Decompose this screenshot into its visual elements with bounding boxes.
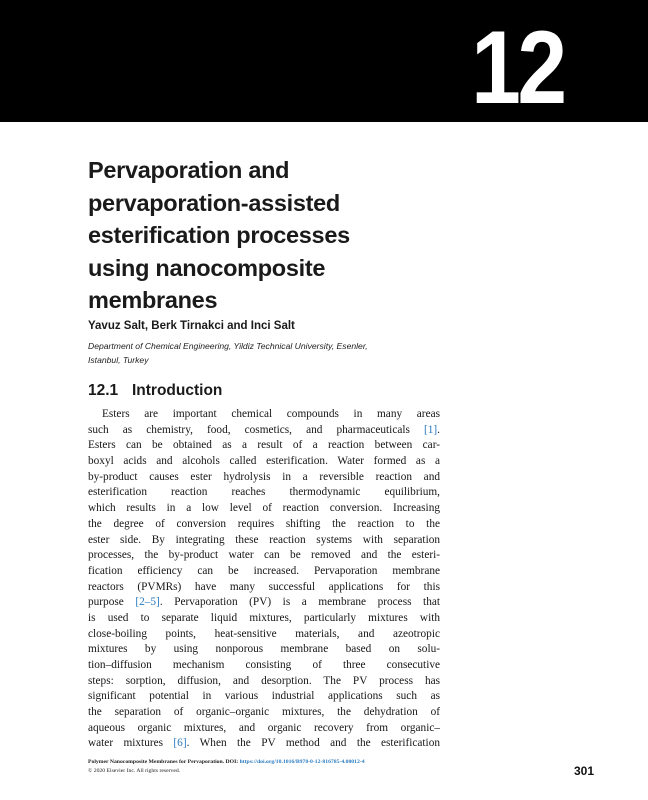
page-footer xyxy=(88,758,518,776)
body-text-segment: fication efficiency can be increased. Pervaporation membrane xyxy=(88,564,440,577)
body-line xyxy=(88,721,440,737)
chapter-title xyxy=(88,154,448,317)
body-line xyxy=(88,454,440,470)
body-text-segment: tion–diffusion mechanism consisting of three consecutive xyxy=(88,659,440,671)
title-line: membranes xyxy=(88,287,218,313)
body-text-segment: the degree of conversion requires shifting the reaction to the xyxy=(88,517,440,530)
body-text-segment: purpose xyxy=(88,596,136,609)
body-line xyxy=(88,642,440,658)
affiliation-line: Istanbul, Turkey xyxy=(88,355,149,365)
footer-doi-label: DOI: xyxy=(224,759,240,765)
body-line xyxy=(88,564,440,580)
body-text-segment: reactors (PVMRs) have many successful applications for this xyxy=(88,580,440,593)
body-text-segment: by-product causes ester hydrolysis in a reversible reaction and xyxy=(88,470,440,483)
body-line xyxy=(88,470,440,486)
body-text-segment: . When the PV method and the esterification xyxy=(186,737,440,750)
body-text-segment: ester side. By integrating these reaction systems with separation xyxy=(88,533,440,546)
body-line xyxy=(88,517,440,533)
chapter-banner xyxy=(0,0,648,126)
body-line xyxy=(88,689,440,705)
page-number: 301 xyxy=(573,764,594,778)
affiliation-line: Department of Chemical Engineering, Yildiz Technical University, Esenler, xyxy=(88,341,368,351)
footer-copyright: © 2020 Elsevier Inc. All rights reserved. xyxy=(88,768,181,774)
body-text-segment: . xyxy=(437,423,440,436)
body-line xyxy=(88,423,440,439)
body-text-segment: significant potential in various industrial applications such as xyxy=(88,690,440,703)
citation-link[interactable]: [6] xyxy=(173,737,187,750)
body-text-segment: Esters can be obtained as a result of a reaction between car- xyxy=(88,439,440,452)
body-text-segment: aqueous organic mixtures, and organic recovery from organic– xyxy=(88,721,440,734)
section-number: 12.1 xyxy=(88,382,119,399)
author-list: Yavuz Salt, Berk Tirnakci and Inci Salt xyxy=(88,320,295,332)
body-line xyxy=(88,533,440,549)
title-line: esterification processes xyxy=(88,222,350,248)
section-heading xyxy=(88,382,222,400)
body-paragraph xyxy=(88,407,440,752)
section-title: Introduction xyxy=(132,382,223,399)
body-line xyxy=(88,501,440,517)
body-line xyxy=(88,595,440,611)
body-line xyxy=(88,485,440,501)
body-text-segment: water mixtures xyxy=(88,737,174,750)
body-line xyxy=(88,627,440,643)
body-text-segment: Esters are important chemical compounds in many areas xyxy=(102,408,440,420)
body-line xyxy=(88,674,440,690)
body-text-segment: is used to separate liquid mixtures, particularly mixtures with xyxy=(88,611,440,624)
title-line: Pervaporation and xyxy=(88,157,290,183)
footer-citation xyxy=(88,758,518,767)
body-text-segment: esterification reaction reaches thermodynamic equilibrium, xyxy=(88,486,440,499)
body-line xyxy=(88,580,440,596)
title-line: using nanocomposite xyxy=(88,254,326,281)
body-text-segment: . Pervaporation (PV) is a membrane process that xyxy=(159,596,440,609)
footer-book-title: Polymer Nanocomposite Membranes for Pervaporation. xyxy=(88,759,225,765)
body-line xyxy=(88,611,440,627)
citation-link[interactable]: [1] xyxy=(423,423,438,436)
body-text-segment: such as chemistry, food, cosmetics, and pharmaceuticals xyxy=(88,423,424,436)
body-text-segment: boxyl acids and alcohols called esterification. Water formed as a xyxy=(88,455,440,468)
body-line xyxy=(88,438,440,454)
body-text-segment: processes, the by-product water can be removed and the esteri- xyxy=(88,549,440,562)
body-text-segment: steps: sorption, diffusion, and desorption. The PV process has xyxy=(88,674,440,687)
citation-link[interactable]: [2–5] xyxy=(135,596,160,609)
body-line xyxy=(88,705,440,721)
body-text-segment: the separation of organic–organic mixtures, the dehydration of xyxy=(88,706,440,719)
footer-doi-link[interactable]: https://doi.org/10.1016/B978-0-12-816785-4.00012-4 xyxy=(239,759,365,765)
body-line xyxy=(88,736,440,752)
affiliation xyxy=(88,339,428,367)
chapter-number: 12 xyxy=(471,10,564,126)
body-text-segment: mixtures by using nonporous membrane based on solu- xyxy=(88,643,440,656)
body-line xyxy=(88,407,440,423)
body-line xyxy=(88,658,440,674)
body-text-segment: which results in a low level of reaction conversion. Increasing xyxy=(88,502,440,515)
body-line xyxy=(88,548,440,564)
title-line: pervaporation-assisted xyxy=(88,189,340,216)
body-text-segment: close-boiling points, heat-sensitive materials, and azeotropic xyxy=(88,627,440,640)
